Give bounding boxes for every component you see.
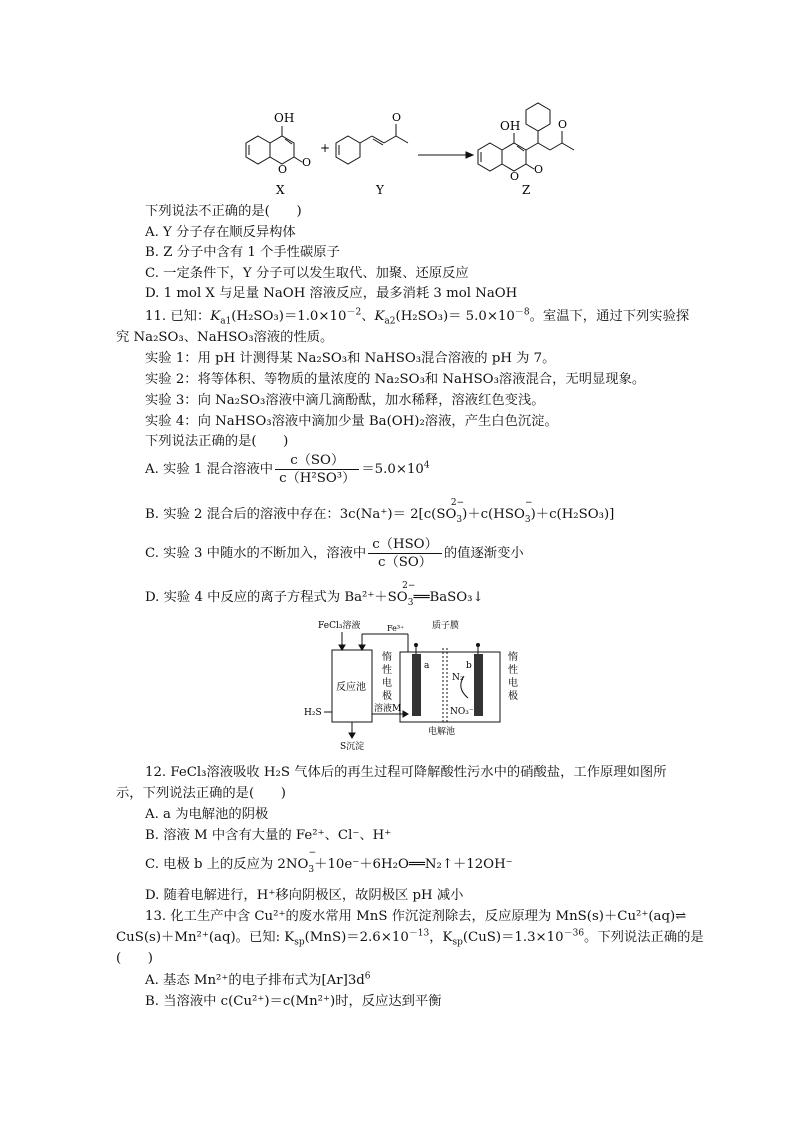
q10-stem: 下列说法不正确的是( ) (145, 204, 302, 219)
label-s-precip: S沉淀 (340, 742, 365, 752)
reaction-scheme (230, 100, 590, 205)
q11-d-post: ══BaSO₃↓ (413, 590, 484, 605)
ka-sep: 、 (361, 309, 375, 324)
molecule-x (246, 126, 302, 164)
q13-ksp2-exp: －36 (563, 928, 585, 939)
plus-sign: + (320, 141, 331, 155)
q11-option-a (145, 452, 430, 487)
ka1-sub: a1 (220, 316, 232, 327)
label-reactor: 反应池 (336, 682, 366, 693)
molecule-y (336, 124, 408, 164)
q11-d-sub: 3 (407, 598, 414, 608)
q12-c-post: ＋10e⁻＋6H₂O══N₂↑＋12OH⁻ (314, 857, 513, 872)
y-label: Y (376, 183, 384, 197)
q11-d-pre: D. 实验 4 中反应的离子方程式为 Ba²⁺＋SO (145, 590, 408, 605)
label-h2s: H₂S (304, 708, 322, 718)
q13-l2-mid: (MnS)＝2.6×10 (304, 930, 409, 945)
q12-c-sub: 3 (308, 865, 315, 875)
svg-text:极: 极 (508, 691, 518, 702)
q12-option-c (145, 848, 513, 875)
z-ring-o: O (510, 170, 520, 183)
q13-l2-mid3: (CuS)＝1.3×10 (462, 930, 564, 945)
ka2-symbol: K (374, 309, 385, 324)
ka1-symbol: K (210, 309, 221, 324)
q12-option-d: D. 随着电解进行，H⁺移向阴极区，故阴极区 pH 减小 (145, 888, 464, 903)
q12-option-b: B. 溶液 M 中含有大量的 Fe²⁺、Cl⁻、H⁺ (145, 828, 392, 843)
q12-line1: 12. FeCl₃溶液吸收 H₂S 气体后的再生过程可降解酸性污水中的硝酸盐，工作原理如图所 (145, 765, 667, 780)
reaction-arrow (418, 152, 473, 158)
svg-text:电: 电 (508, 678, 518, 689)
q11-line2: 究 Na₂SO₃、NaHSO₃溶液的性质。 (116, 330, 334, 345)
q11-a-pre: A. 实验 1 混合溶液中 (145, 462, 274, 477)
label-fecl3: FeCl₃溶液 (318, 621, 361, 631)
electrode-a (412, 654, 421, 716)
svg-text:惰: 惰 (382, 652, 392, 663)
svg-text:极: 极 (382, 691, 392, 702)
ka2-sub: a2 (384, 316, 396, 327)
q11-a-fraction (275, 452, 359, 487)
q11-d-charge: 2− (402, 581, 416, 591)
q12-option-a: A. a 为电解池的阴极 (145, 807, 269, 822)
q11-a-post: ＝5.0×10 (361, 462, 424, 477)
svg-text:性: 性 (508, 665, 518, 676)
q13-ksp2-sub: sp (452, 937, 463, 948)
ka1-exp: －2 (346, 307, 362, 318)
q11-b-charge1: 2− (450, 498, 465, 508)
q13-a-text: A. 基态 Mn²⁺的电子排布式为[Ar]3d (145, 973, 365, 988)
q11-prefix: 11. 已知： (145, 309, 211, 324)
q11-c-post: 的值逐渐变小 (443, 546, 524, 561)
q13-a-exp: 6 (364, 971, 371, 982)
q13-line1: 13. 化工生产中含 Cu²⁺的废水常用 MnS 作沉淀剂除去，反应原理为 MnS(s)＋Cu²⁺(aq)⇌ (145, 909, 687, 924)
label-no3: NO₃⁻ (450, 707, 474, 717)
label-electrode-a: a (424, 661, 430, 671)
q11-c-numerator: c（HSO） (368, 536, 442, 554)
ka1-value: (H₂SO₃)＝1.0×10 (231, 309, 347, 324)
q11-option-b (145, 498, 615, 525)
y-carbonyl-o: O (392, 111, 402, 124)
label-solution-m: 溶液M (374, 704, 402, 714)
q13-l2-mid2: ，K (429, 930, 453, 945)
svg-text:惰: 惰 (508, 652, 518, 663)
x-oh-label: OH (274, 111, 295, 125)
q11-exp3: 实验 3：向 Na₂SO₃溶液中滴几滴酚酞，加水稀释，溶液红色变浅。 (145, 393, 545, 408)
q11-c-pre: C. 实验 3 中随水的不断加入，溶液中 (145, 546, 367, 561)
label-fe3: Fe³⁺ (387, 624, 405, 633)
q11-option-c (145, 536, 524, 571)
label-n2: N₂ (452, 673, 464, 683)
q11-exp1: 实验 1：用 pH 计测得某 Na₂SO₃和 NaHSO₃混合溶液的 pH 为 7。 (145, 351, 556, 366)
label-cell: 电解池 (428, 727, 456, 737)
q11-tail: 。室温下，通过下列实验探 (529, 309, 690, 324)
q11-c-denominator: c（SO） (378, 555, 433, 570)
q13-ksp1-exp: －13 (408, 928, 430, 939)
q11-b-mid: )＋c(HSO (462, 507, 525, 522)
label-membrane: 质子膜 (432, 621, 460, 631)
q12-c-pre: C. 电极 b 上的反应为 2NO (145, 857, 309, 872)
q13-l2-pre: CuS(s)＋Mn²⁺(aq)。已知: K (116, 930, 295, 945)
q11-line1 (145, 308, 689, 326)
z-ketone-o: O (558, 118, 568, 131)
q11-c-fraction (368, 536, 442, 571)
x-label: X (276, 183, 285, 197)
q13-ksp1-sub: sp (294, 937, 305, 948)
z-oh-label: OH (500, 119, 521, 133)
q13-l2-end: 。下列说法正确的是 (584, 930, 704, 945)
electrode-b (474, 654, 483, 716)
q10-option-b: B. Z 分子中含有 1 个手性碳原子 (145, 245, 340, 260)
q10-option-a: A. Y 分子存在顺反异构体 (145, 225, 296, 240)
q13-option-b: B. 当溶液中 c(Cu²⁺)＝c(Mn²⁺)时，反应达到平衡 (145, 994, 442, 1009)
q13-option-a (145, 972, 371, 990)
q11-option-d (145, 581, 484, 608)
x-ring-o: O (278, 163, 288, 176)
ka2-value: (H₂SO₃)＝ 5.0×10 (395, 309, 515, 324)
q11-a-numerator: c（SO） (275, 452, 359, 470)
q11-b-charge2: − (525, 498, 533, 508)
ka2-exp: －8 (514, 307, 530, 318)
label-inert-left (382, 650, 392, 702)
q11-b-sub2: 3 (524, 515, 531, 525)
label-electrode-b: b (466, 661, 472, 671)
q12-line2: 示，下列说法正确的是( ) (116, 786, 286, 801)
z-label: Z (522, 183, 531, 197)
q11-exp4: 实验 4：向 NaHSO₃溶液中滴加少量 Ba(OH)₂溶液，产生白色沉淀。 (145, 414, 558, 429)
q11-b-post: )＋c(H₂SO₃)] (530, 507, 615, 522)
q10-option-c: C. 一定条件下，Y 分子可以发生取代、加聚、还原反应 (145, 266, 469, 281)
x-carbonyl-o: O (302, 156, 312, 169)
q11-exp2: 实验 2：将等体积、等物质的量浓度的 Na₂SO₃和 NaHSO₃溶液混合，无明显现象。 (145, 372, 646, 387)
svg-text:性: 性 (382, 665, 392, 676)
electrolysis-diagram (290, 618, 530, 768)
q10-option-d: D. 1 mol X 与足量 NaOH 溶液反应，最多消耗 3 mol NaOH (145, 286, 518, 301)
q11-stem: 下列说法正确的是( ) (145, 434, 289, 449)
molecule-z (478, 103, 574, 171)
q11-b-sub1: 3 (456, 515, 463, 525)
z-carbonyl-o: O (534, 163, 544, 176)
q11-a-denominator: c（H²SO³） (279, 471, 356, 486)
q13-line2 (116, 929, 704, 947)
q11-a-exp: 4 (423, 460, 430, 471)
label-inert-right (508, 650, 518, 702)
q11-b-pre: B. 实验 2 混合后的溶液中存在：3c(Na⁺)＝ 2[c(SO (145, 507, 457, 522)
q12-c-charge: − (308, 848, 317, 858)
q13-line3: ( ) (116, 951, 153, 966)
svg-text:电: 电 (382, 678, 392, 689)
